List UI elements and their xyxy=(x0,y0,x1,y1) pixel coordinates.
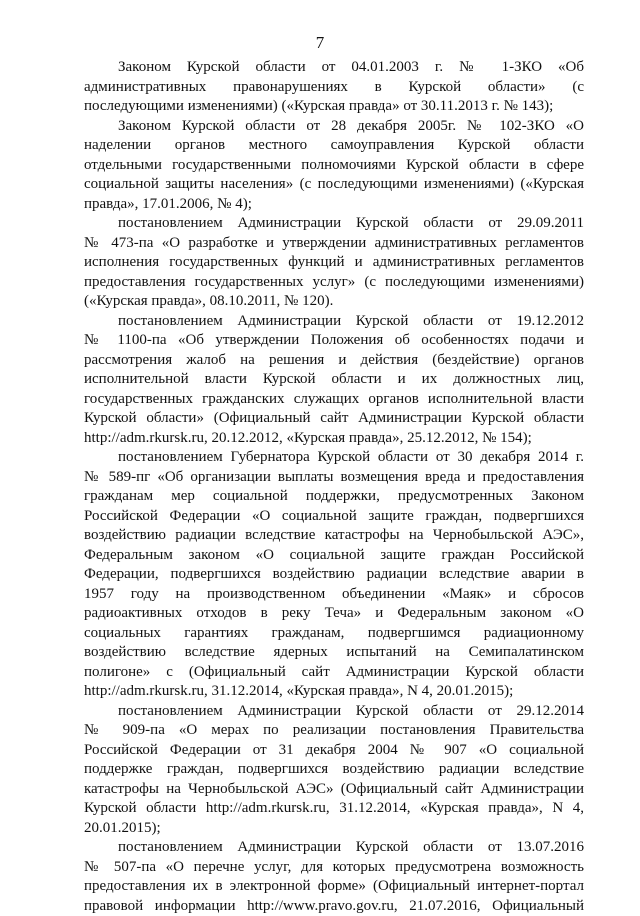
paragraph-line: правда», 17.01.2006, № 4); xyxy=(84,195,584,215)
paragraph-line: рассмотрения жалоб на решения и действия (бездействие) органов xyxy=(84,351,584,371)
paragraph-line: полигоне» с (Официальный сайт Администрации Курской области xyxy=(84,663,584,683)
paragraph xyxy=(84,58,584,117)
paragraph-line: воздействию вследствие ядерных испытаний на Семипалатинском xyxy=(84,643,584,663)
paragraph-line: предоставления их в электронной форме» (Официальный интернет-портал xyxy=(84,877,584,897)
paragraph-line: 20.01.2015); xyxy=(84,819,584,839)
paragraph-line: Федеральным законом «О социальной защите граждан Российской xyxy=(84,546,584,566)
paragraph-line: государственных гражданских служащих органов исполнительной власти xyxy=(84,390,584,410)
paragraph-line: Российской Федерации «О социальной защите граждан, подвергшихся xyxy=(84,507,584,527)
paragraph-line: Законом Курской области от 04.01.2003 г. № 1-ЗКО «Об xyxy=(84,58,584,78)
paragraph xyxy=(84,838,584,916)
paragraph-line: постановлением Администрации Курской области от 29.12.2014 xyxy=(84,702,584,722)
paragraph-line: исполнительной власти Курской области и их должностных лиц, xyxy=(84,370,584,390)
paragraph xyxy=(84,312,584,449)
paragraph-line: http://adm.rkursk.ru, 20.12.2012, «Курская правда», 25.12.2012, № 154); xyxy=(84,429,584,449)
paragraph xyxy=(84,702,584,839)
paragraph-line: Курской области http://adm.rkursk.ru, 31.12.2014, «Курская правда», N 4, xyxy=(84,799,584,819)
paragraph-line: административных правонарушениях в Курской области» (с xyxy=(84,78,584,98)
paragraph xyxy=(84,448,584,702)
paragraph-line: № 909-па «О мерах по реализации постановления Правительства xyxy=(84,721,584,741)
paragraph-line: постановлением Администрации Курской области от 13.07.2016 xyxy=(84,838,584,858)
paragraph-line: Федерации, подвергшихся воздействию радиации вследствие аварии в xyxy=(84,565,584,585)
paragraph-line: гражданам мер социальной поддержки, предусмотренных Законом xyxy=(84,487,584,507)
document-body xyxy=(84,58,584,916)
paragraph xyxy=(84,214,584,312)
paragraph-line: постановлением Администрации Курской области от 19.12.2012 xyxy=(84,312,584,332)
paragraph-line: постановлением Администрации Курской области от 29.09.2011 xyxy=(84,214,584,234)
paragraph-line: радиоактивных отходов в реку Теча» и Федеральным законом «О xyxy=(84,604,584,624)
paragraph-line: поддержке граждан, подвергшихся воздействию радиации вследствие xyxy=(84,760,584,780)
paragraph-line: социальных гарантиях гражданам, подвергшимся радиационному xyxy=(84,624,584,644)
paragraph-line: № 473-па «О разработке и утверждении административных регламентов xyxy=(84,234,584,254)
page-number: 7 xyxy=(0,33,640,53)
paragraph-line: («Курская правда», 08.10.2011, № 120). xyxy=(84,292,584,312)
paragraph-line: последующими изменениями) («Курская правда» от 30.11.2013 г. № 143); xyxy=(84,97,584,117)
paragraph-line: № 507-па «О перечне услуг, для которых предусмотрена возможность xyxy=(84,858,584,878)
paragraph-line: № 589-пг «Об организации выплаты возмещения вреда и предоставления xyxy=(84,468,584,488)
paragraph-line: отдельными государственными полномочиями Курской области в сфере xyxy=(84,156,584,176)
paragraph xyxy=(84,117,584,215)
paragraph-line: Российской Федерации от 31 декабря 2004 № 907 «О социальной xyxy=(84,741,584,761)
paragraph-line: правовой информации http://www.pravo.gov.ru, 21.07.2016, Официальный xyxy=(84,897,584,916)
paragraph-line: Законом Курской области от 28 декабря 2005г. № 102-ЗКО «О xyxy=(84,117,584,137)
paragraph-line: исполнения государственных функций и административных регламентов xyxy=(84,253,584,273)
paragraph-line: № 1100-па «Об утверждении Положения об особенностях подачи и xyxy=(84,331,584,351)
paragraph-line: постановлением Губернатора Курской области от 30 декабря 2014 г. xyxy=(84,448,584,468)
paragraph-line: 1957 году на производственном объединении «Маяк» и сбросов xyxy=(84,585,584,605)
paragraph-line: предоставления государственных услуг» (с последующими изменениями) xyxy=(84,273,584,293)
paragraph-line: воздействию радиации вследствие катастрофы на Чернобыльской АЭС», xyxy=(84,526,584,546)
paragraph-line: http://adm.rkursk.ru, 31.12.2014, «Курская правда», N 4, 20.01.2015); xyxy=(84,682,584,702)
paragraph-line: катастрофы на Чернобыльской АЭС» (Официальный сайт Администрации xyxy=(84,780,584,800)
paragraph-line: социальной защиты населения» (с последующими изменениями) («Курская xyxy=(84,175,584,195)
paragraph-line: наделении органов местного самоуправления Курской области xyxy=(84,136,584,156)
paragraph-line: Курской области» (Официальный сайт Администрации Курской области xyxy=(84,409,584,429)
